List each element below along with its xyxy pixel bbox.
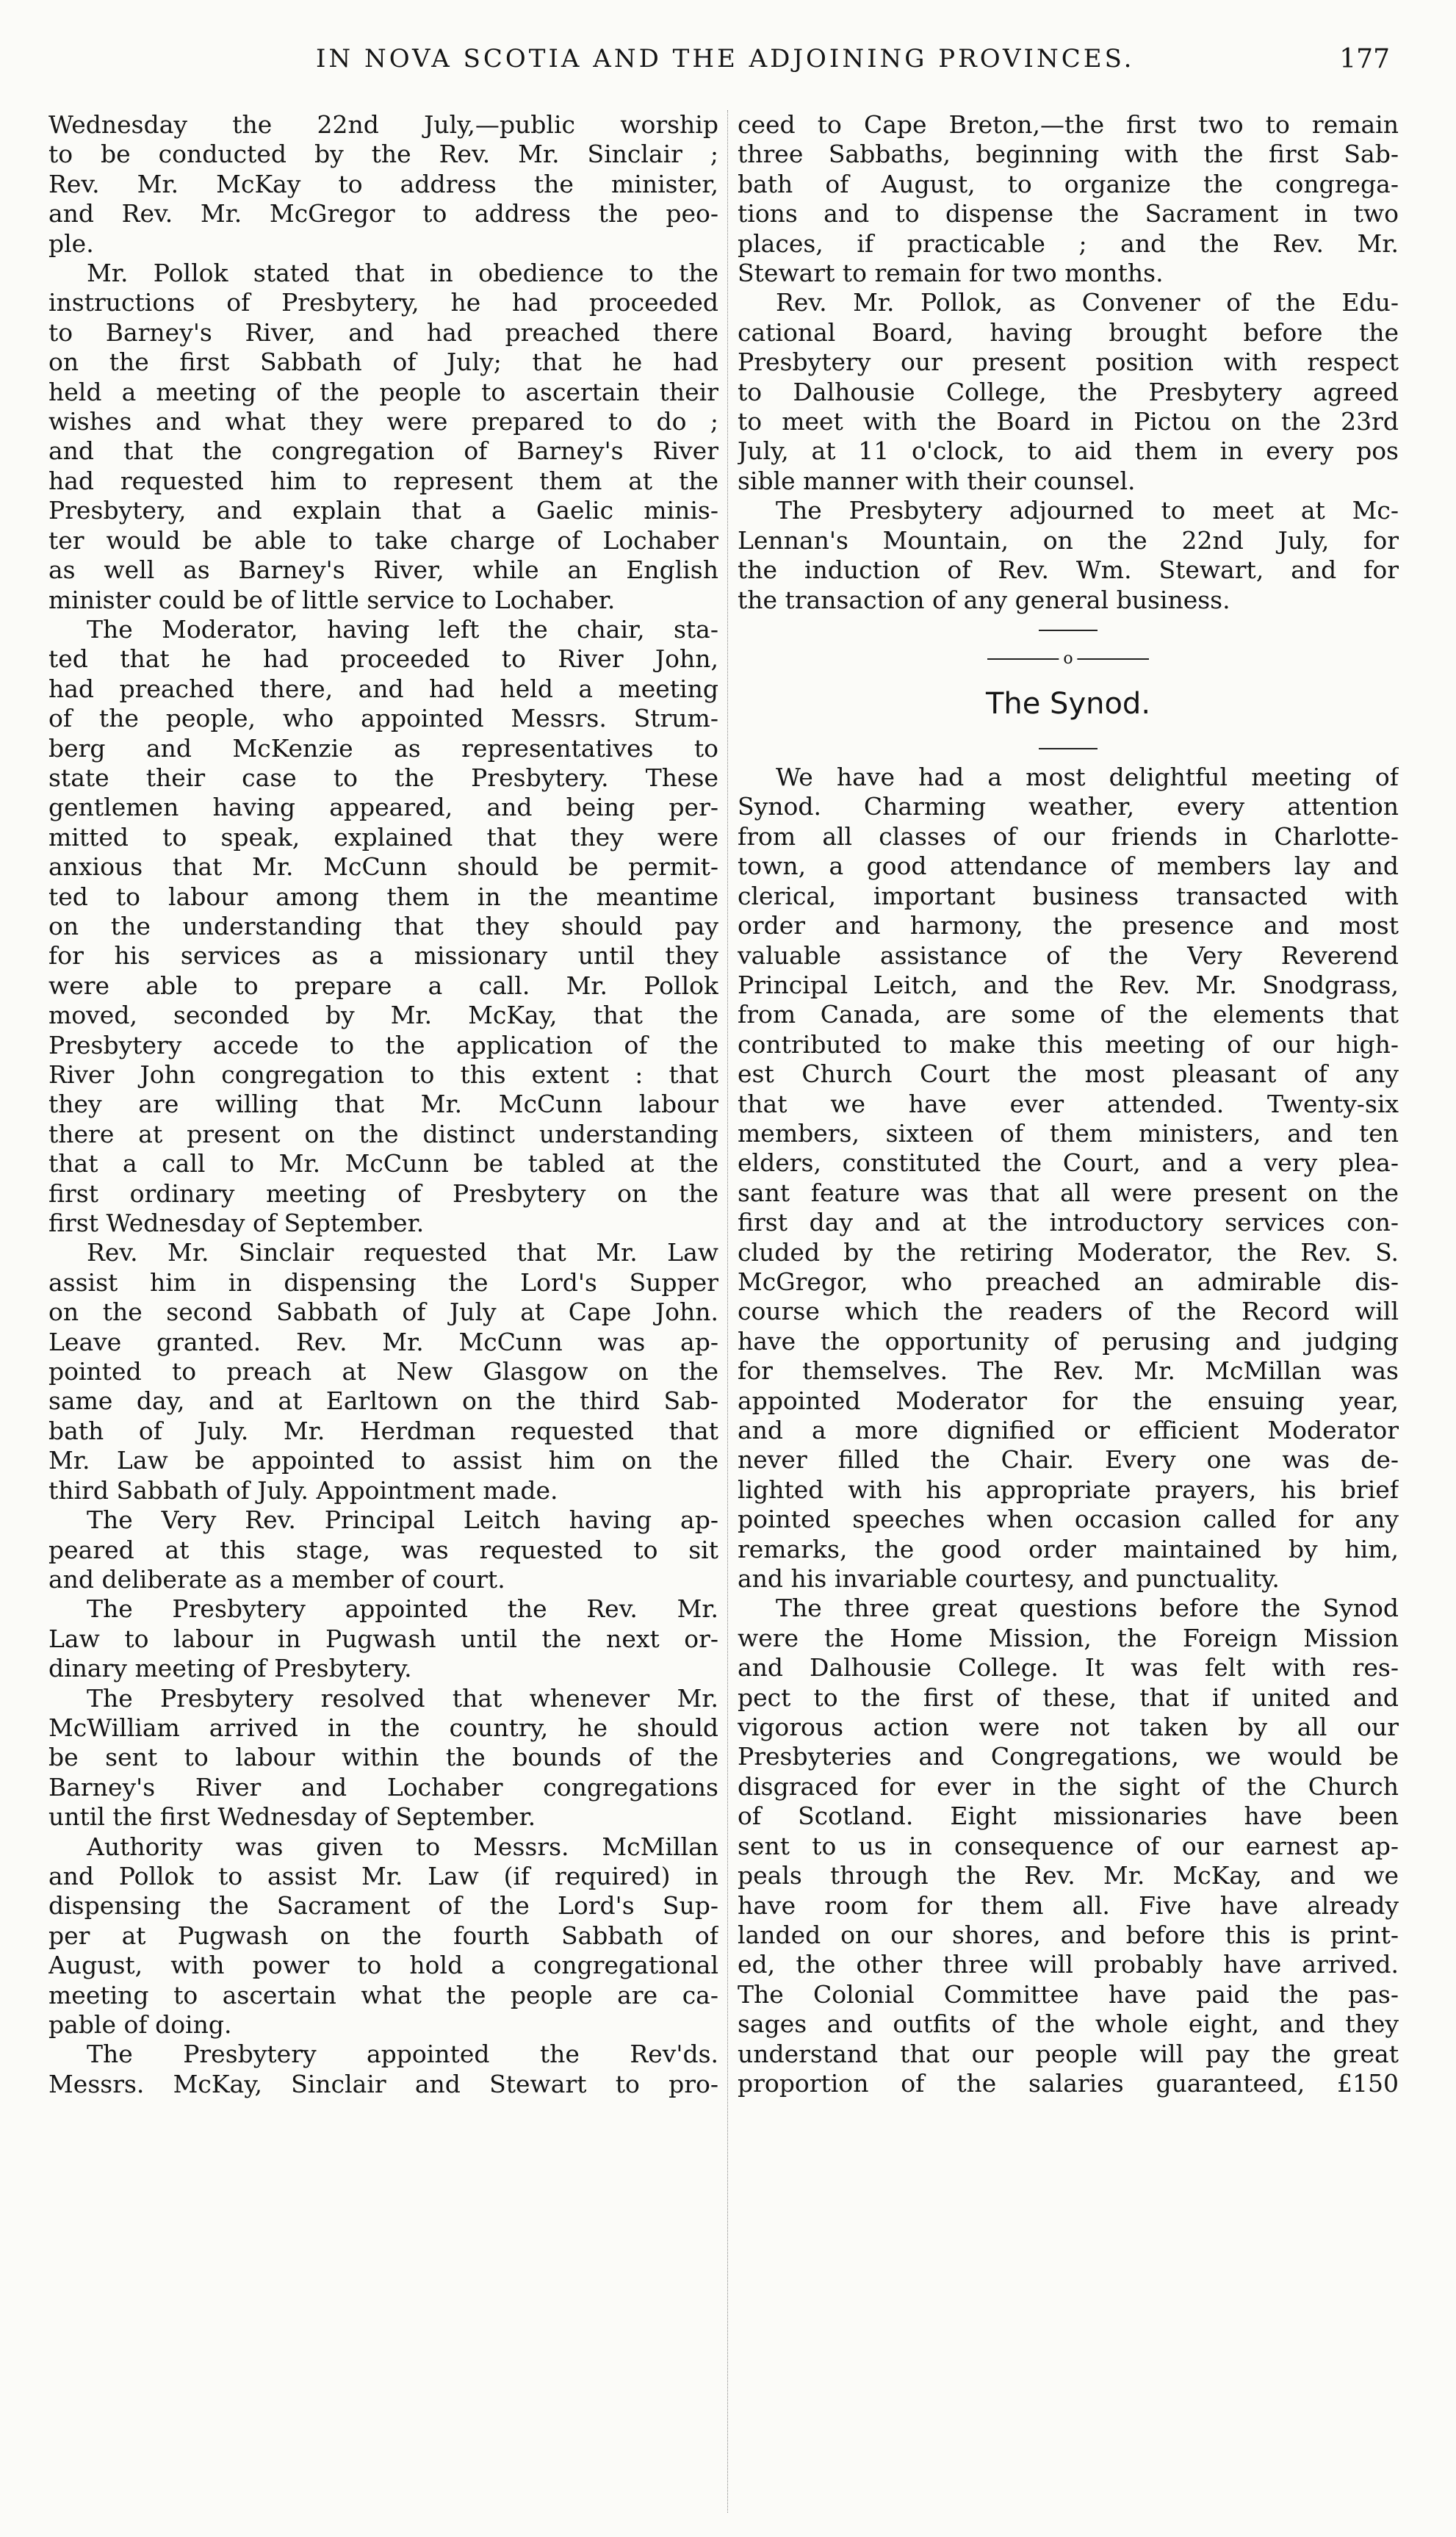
text-line: and a more dignified or efficient Moderator: [738, 1416, 1399, 1445]
text-line: McGregor, who preached an admirable dis-: [738, 1267, 1399, 1296]
text-line: sent to us in consequence of our earnest ap-: [738, 1831, 1399, 1860]
text-line: Mr. Pollok stated that in obedience to the: [87, 259, 718, 288]
text-line: the induction of Rev. Wm. Stewart, and for: [738, 555, 1399, 585]
text-line: elders, constituted the Court, and a very plea-: [738, 1148, 1399, 1178]
text-line: be sent to labour within the bounds of the: [48, 1743, 718, 1772]
text-line: The three great questions before the Synod: [776, 1594, 1399, 1623]
text-line: for themselves. The Rev. Mr. McMillan was: [738, 1356, 1399, 1386]
column-divider: [727, 110, 728, 2513]
text-line: Leave granted. Rev. Mr. McCunn was ap-: [48, 1327, 718, 1356]
text-line: there at present on the distinct understanding: [48, 1119, 718, 1148]
text-line: places, if practicable ; and the Rev. Mr.: [738, 228, 1399, 258]
text-line: Rev. Mr. Sinclair requested that Mr. Law: [87, 1238, 718, 1267]
running-head: [0, 44, 1456, 88]
text-line: from all classes of our friends in Charlotte-: [738, 821, 1399, 851]
text-line: to meet with the Board in Pictou on the 23rd: [738, 407, 1399, 436]
text-line: sant feature was that all were present on the: [738, 1178, 1399, 1207]
text-line: cational Board, having brought before the: [738, 317, 1399, 347]
text-line: per at Pugwash on the fourth Sabbath of: [48, 1921, 718, 1950]
text-line: Rev. Mr. Pollok, as Convener of the Edu-: [776, 288, 1399, 317]
text-line: ted that he had proceeded to River John,: [48, 644, 718, 674]
text-line: clerical, important business transacted with: [738, 881, 1399, 910]
text-line: had requested him to represent them at the: [48, 466, 718, 495]
text-line: The Presbytery adjourned to meet at Mc-: [776, 496, 1399, 525]
text-line: pointed to preach at New Glasgow on the: [48, 1357, 718, 1386]
text-line: Wednesday the 22nd July,—public worship: [48, 110, 718, 139]
text-line: that a call to Mr. McCunn be tabled at the: [48, 1149, 718, 1178]
text-line: The Moderator, having left the chair, sta-: [87, 614, 718, 644]
text-line: course which the readers of the Record will: [738, 1297, 1399, 1326]
text-line: Stewart to remain for two months.: [738, 259, 1164, 288]
text-line: ple.: [48, 228, 94, 258]
text-line: Presbytery, and explain that a Gaelic minis-: [48, 496, 718, 525]
text-line: vigorous action were not taken by all our: [738, 1713, 1399, 1742]
spacer: [738, 615, 1399, 644]
text-line: the transaction of any general business.: [738, 585, 1230, 614]
text-line: to be conducted by the Rev. Mr. Sinclair ;: [48, 140, 718, 169]
text-line: est Church Court the most pleasant of any: [738, 1059, 1399, 1089]
text-line: disgraced for ever in the sight of the Church: [738, 1771, 1399, 1801]
text-line: berg and McKenzie as representatives to: [48, 733, 718, 763]
text-line: and his invariable courtesy, and punctuality.: [738, 1564, 1280, 1594]
text-line: The Presbytery appointed the Rev. Mr.: [87, 1594, 718, 1624]
text-line: Lennan's Mountain, on the 22nd July, for: [738, 525, 1399, 555]
text-line: Law to labour in Pugwash until the next or-: [48, 1624, 718, 1653]
text-line: August, with power to hold a congregational: [48, 1951, 718, 1980]
text-line: appointed Moderator for the ensuing year,: [738, 1386, 1399, 1415]
text-line: understand that our people will pay the great: [738, 2039, 1399, 2068]
text-line: for his services as a missionary until they: [48, 941, 718, 971]
text-line: Rev. Mr. McKay to address the minister,: [48, 169, 718, 198]
heading-underline-rule: [738, 733, 1399, 763]
text-line: mitted to speak, explained that they were: [48, 822, 718, 852]
text-line: Messrs. McKay, Sinclair and Stewart to pro-: [48, 2069, 718, 2098]
text-line: first ordinary meeting of Presbytery on the: [48, 1178, 718, 1208]
text-line: Authority was given to Messrs. McMillan: [87, 1832, 718, 1861]
text-line: town, a good attendance of members lay and: [738, 852, 1399, 881]
text-line: on the understanding that they should pay: [48, 911, 718, 940]
text-line: have the opportunity of perusing and judging: [738, 1326, 1399, 1356]
text-line: valuable assistance of the Very Reverend: [738, 940, 1399, 970]
text-line: ter would be able to take charge of Lochaber: [48, 525, 718, 555]
text-line: pect to the first of these, that if united and: [738, 1683, 1399, 1712]
text-line: peals through the Rev. Mr. McKay, and we: [738, 1861, 1399, 1890]
text-line: Presbyteries and Congregations, we would be: [738, 1742, 1399, 1771]
text-line: Principal Leitch, and the Rev. Mr. Snodgrass,: [738, 970, 1399, 999]
text-line: and Rev. Mr. McGregor to address the peo-: [48, 199, 718, 228]
text-line: third Sabbath of July. Appointment made.: [48, 1475, 558, 1505]
text-line: members, sixteen of them ministers, and ten: [738, 1118, 1399, 1148]
text-line: same day, and at Earltown on the third Sab-: [48, 1386, 718, 1416]
text-line: that we have ever attended. Twenty-six: [738, 1089, 1399, 1118]
text-line: three Sabbaths, beginning with the first Sab-: [738, 140, 1399, 169]
section-heading: The Synod.: [985, 686, 1151, 721]
text-line: ed, the other three will probably have arrived.: [738, 1950, 1399, 1979]
text-line: remarks, the good order maintained by him,: [738, 1534, 1399, 1563]
text-line: dispensing the Sacrament of the Lord's Sup-: [48, 1891, 718, 1921]
text-line: pointed speeches when occasion called for any: [738, 1505, 1399, 1534]
text-line: We have had a most delightful meeting of: [776, 763, 1399, 792]
right-column-synod-text: [738, 763, 1399, 2098]
text-line: had preached there, and had held a meeting: [48, 674, 718, 703]
text-line: Presbytery accede to the application of the: [48, 1030, 718, 1059]
right-column: [738, 110, 1399, 2098]
running-head-title: IN NOVA SCOTIA AND THE ADJOINING PROVINCES.: [316, 44, 1135, 73]
section-separator-rule: [738, 644, 1399, 674]
text-line: and that the congregation of Barney's River: [48, 436, 718, 466]
text-line: as well as Barney's River, while an English: [48, 555, 718, 585]
text-line: sible manner with their counsel.: [738, 466, 1136, 495]
text-line: bath of July. Mr. Herdman requested that: [48, 1416, 718, 1445]
text-line: were the Home Mission, the Foreign Mission: [738, 1623, 1399, 1652]
text-line: were able to prepare a call. Mr. Pollok: [48, 971, 718, 1000]
text-line: landed on our shores, and before this is print-: [738, 1920, 1399, 1949]
text-line: they are willing that Mr. McCunn labour: [48, 1090, 718, 1119]
text-line: minister could be of little service to Lochaber.: [48, 585, 616, 614]
text-line: contributed to make this meeting of our high-: [738, 1029, 1399, 1059]
left-column: [48, 110, 718, 2099]
text-line: The Presbytery appointed the Rev'ds.: [87, 2040, 718, 2069]
text-line: until the first Wednesday of September.: [48, 1802, 536, 1832]
text-line: of the people, who appointed Messrs. Strum-: [48, 704, 718, 733]
text-line: first Wednesday of September.: [48, 1209, 425, 1238]
text-line: state their case to the Presbytery. These: [48, 763, 718, 792]
text-line: held a meeting of the people to ascertain their: [48, 377, 718, 406]
text-line: ceed to Cape Breton,—the first two to remain: [738, 110, 1399, 139]
text-line: Synod. Charming weather, every attention: [738, 792, 1399, 821]
text-line: Presbytery our present position with respect: [738, 348, 1399, 377]
page-number: 177: [1339, 44, 1390, 74]
text-line: lighted with his appropriate prayers, his brief: [738, 1475, 1399, 1504]
text-line: from Canada, are some of the elements that: [738, 1000, 1399, 1029]
text-line: meeting to ascertain what the people are ca-: [48, 1980, 718, 2009]
text-line: Barney's River and Lochaber congregations: [48, 1772, 718, 1802]
text-line: on the first Sabbath of July; that he had: [48, 348, 718, 377]
text-line: sages and outfits of the whole eight, and they: [738, 2009, 1399, 2039]
text-line: McWilliam arrived in the country, he should: [48, 1713, 718, 1742]
text-line: assist him in dispensing the Lord's Supper: [48, 1267, 718, 1297]
text-line: proportion of the salaries guaranteed, £150: [738, 2068, 1399, 2098]
text-line: Mr. Law be appointed to assist him on the: [48, 1446, 718, 1475]
text-line: moved, seconded by Mr. McKay, that the: [48, 1001, 718, 1030]
text-line: instructions of Presbytery, he had proceeded: [48, 288, 718, 317]
text-line: cluded by the retiring Moderator, the Rev. S.: [738, 1237, 1399, 1267]
text-line: and Dalhousie College. It was felt with res-: [738, 1653, 1399, 1683]
text-line: July, at 11 o'clock, to aid them in every pos: [738, 436, 1399, 466]
text-line: have room for them all. Five have already: [738, 1890, 1399, 1920]
text-line: The Colonial Committee have paid the pas-: [738, 1979, 1399, 2009]
text-line: The Presbytery resolved that whenever Mr.: [87, 1683, 718, 1713]
text-line: dinary meeting of Presbytery.: [48, 1654, 412, 1683]
right-column-top-text: [738, 110, 1399, 615]
text-line: The Very Rev. Principal Leitch having ap-: [87, 1505, 718, 1535]
text-line: first day and at the introductory services con-: [738, 1208, 1399, 1237]
text-line: tions and to dispense the Sacrament in two: [738, 199, 1399, 228]
text-line: River John congregation to this extent : that: [48, 1060, 718, 1089]
text-line: of Scotland. Eight missionaries have been: [738, 1802, 1399, 1831]
text-line: ted to labour among them in the meantime: [48, 882, 718, 911]
text-line: and Pollok to assist Mr. Law (if required) in: [48, 1861, 718, 1890]
text-line: wishes and what they were prepared to do ;: [48, 407, 718, 436]
text-line: to Dalhousie College, the Presbytery agreed: [738, 377, 1399, 406]
text-line: peared at this stage, was requested to sit: [48, 1535, 718, 1564]
text-line: order and harmony, the presence and most: [738, 911, 1399, 940]
text-line: on the second Sabbath of July at Cape John.: [48, 1298, 718, 1327]
text-line: gentlemen having appeared, and being per-: [48, 793, 718, 822]
text-line: pable of doing.: [48, 2010, 232, 2039]
text-line: and deliberate as a member of court.: [48, 1564, 505, 1594]
text-line: anxious that Mr. McCunn should be permit-: [48, 852, 718, 882]
text-line: to Barney's River, and had preached there: [48, 317, 718, 347]
text-line: never filled the Chair. Every one was de-: [738, 1445, 1399, 1475]
text-line: bath of August, to organize the congrega-: [738, 169, 1399, 198]
